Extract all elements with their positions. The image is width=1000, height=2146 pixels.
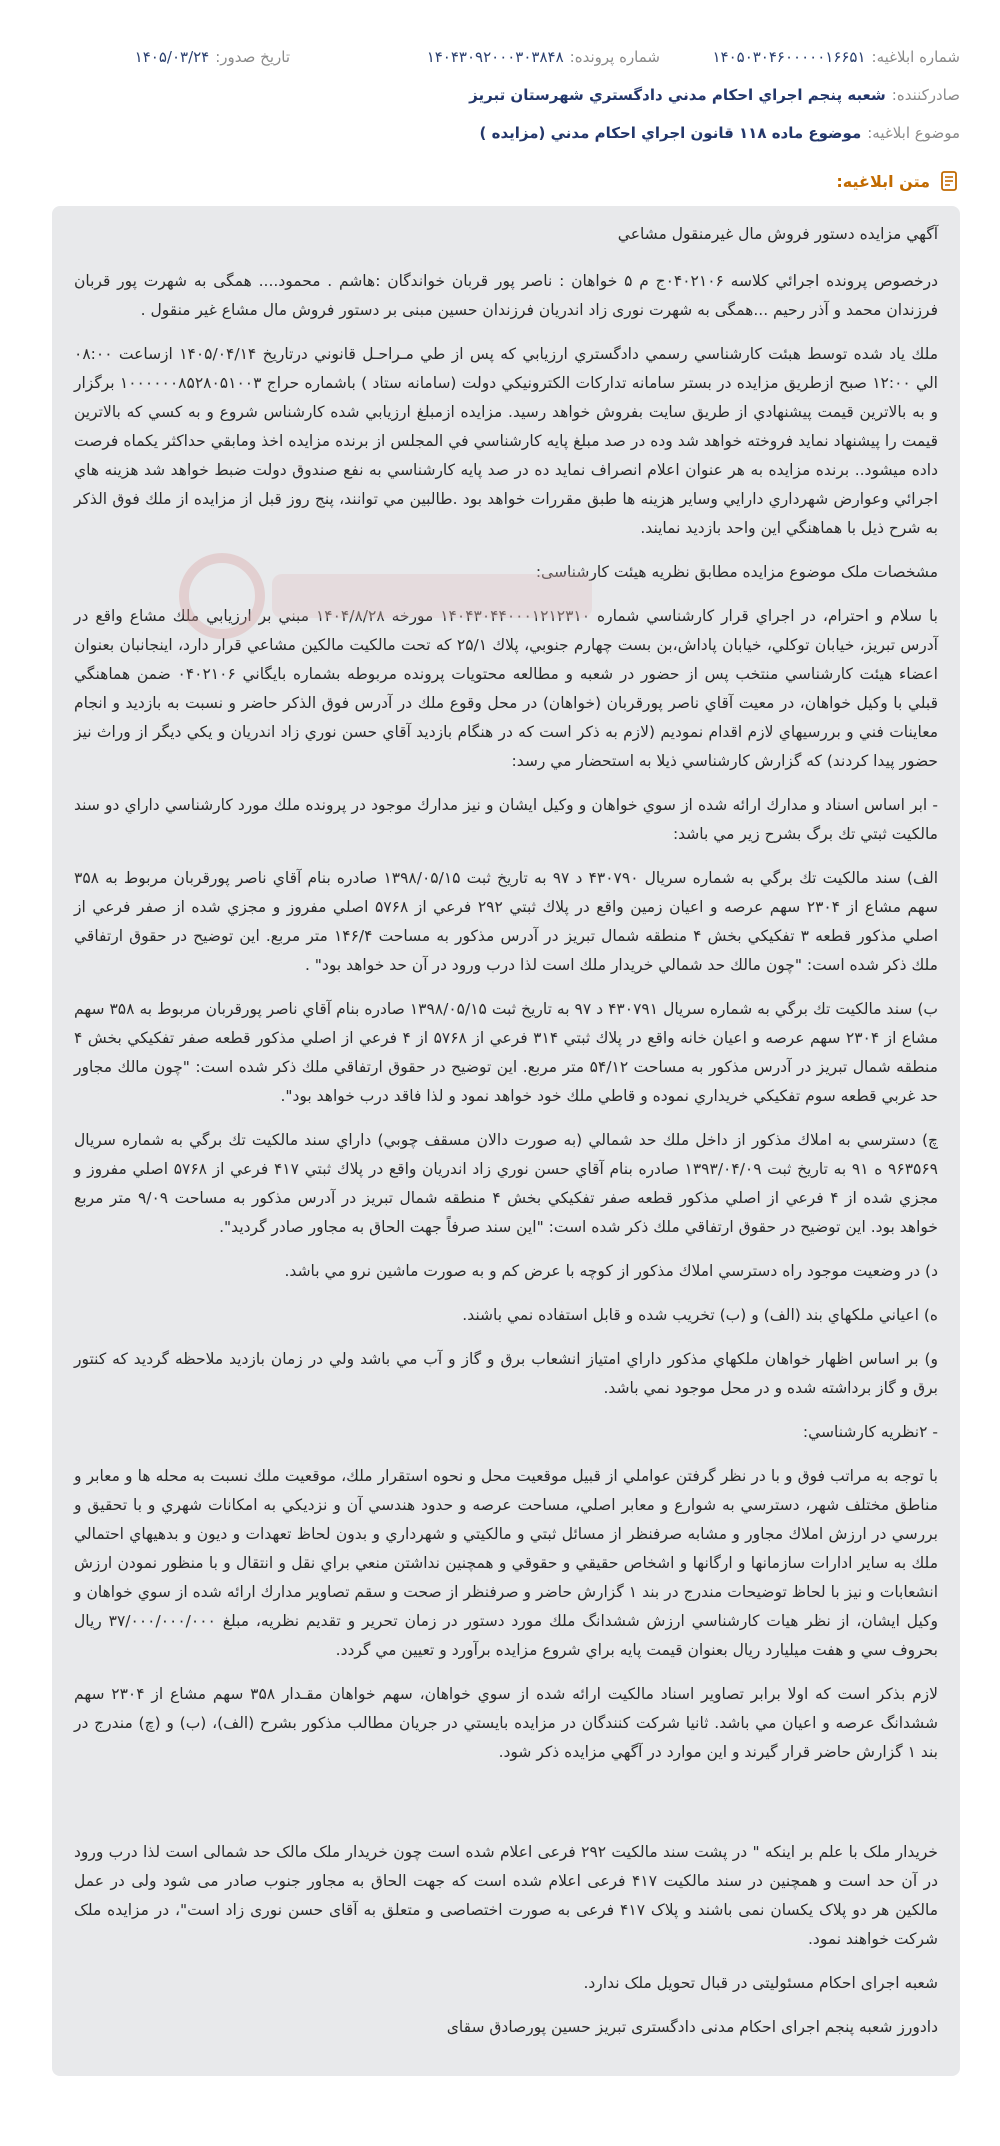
subject-value: موضوع ماده ۱۱۸ قانون اجراي احكام مدني (مزايده ) (479, 124, 862, 142)
header-row-subject (40, 120, 960, 146)
notice-number-field (660, 48, 960, 66)
notice-paragraph-valuation: با توجه به مراتب فوق و با در نظر گرفتن عواملي از قبيل موقعيت محل و نحوه استقرار ملك، موقعيت ملك نسبت به محله ها و معابر و مناطق مختلف شهر، دسترسي به شوارع و معابر اصلي، مساحت عرصه و حدود هندسي آن و نزديكي به امكانات شهري و با تحقيق و بررسي در ارزش املاك مجاور و مشابه صرفنظر از مسائل ثبتي و مالكيتي و شهرداري و بدون لحاظ تعهدات و ديون و بدهيهاي احتمالي ملك به ساير ادارات سازمانها و ارگانها و اشخاص حقيقي و حقوقي و همچنين نداشتن منعي براي نقل و انتقال و با منظور نمودن ارزش انشعابات و نيز با لحاظ توضيحات مندرج در بند ۱ گزارش حاضر و صرفنظر از صحت و سقم تصاوير مدارك ارائه شده از سوي خواهان و وكيل ايشان، از نظر هيات كارشناسي ارزش ششدانگ ملك مورد دستور در زمان تحرير و تقديم نظريه، مبلغ ۳۷/۰۰۰/۰۰۰/۰۰۰ ريال بحروف سي و هفت ميليارد ريال بعنوان قيمت پايه براي شروع مزايده برآورد و تعيين مي گردد. (74, 1467, 939, 1659)
notice-paragraph-access-d: د) در وضعيت موجود راه دسترسي املاك مذكور از كوچه با عرض كم و به صورت ماشين نرو مي باشد. (284, 1262, 938, 1280)
notice-header (40, 44, 960, 158)
notice-paragraph-deeds-intro: - ابر اساس اسناد و مدارك ارائه شده از سوي خواهان و وكيل ايشان و نيز مدارك موجود در پرونده ملك مورد كارشناسي داراي دو سند مالكيت ثبتي تك برگ بشرح زير مي باشد: (74, 796, 938, 843)
issuer-label: صادرکننده: (891, 86, 960, 104)
paragraph-spacer (74, 1782, 938, 1838)
document-text-icon (938, 170, 960, 192)
notice-paragraph-note: لازم بذكر است كه اولا برابر تصاوير اسناد مالكيت ارائه شده از سوي خواهان، سهم خواهان مقـدار ۳۵۸ سهم مشاع از ۲۳۰۴ سهم ششدانگ عرصه و اعيان مي باشد. ثانيا شركت كنندگان در مزايده بايستي در جريان مطالب مذكور بشرح (الف)، (ب) و (چ) مندرج در بند ۱ گزارش حاضر قرار گيرند و اين موارد در آگهي مزايده ذكر شود. (74, 1685, 938, 1761)
notice-paragraph-opinion-heading: - ۲نظريه كارشناسي: (802, 1423, 938, 1441)
case-number-label: شماره پرونده: (569, 48, 660, 66)
notice-number-value: ۱۴۰۵۰۳۰۴۶۰۰۰۰۰۱۶۶۵۱ (712, 48, 866, 66)
notice-text-heading (836, 170, 960, 192)
notice-paragraph-auction: ملك ياد شده توسط هبئت كارشناسي رسمي دادگستري ارزيابي كه پس از طي مـراحـل قانوني درتاريخ ۱۴۰۵/۰۴/۱۴ ازساعت ۰۸:۰۰ الي ۱۲:۰۰ صبح ازطريق مزايده در بستر سامانه تداركات الكترونيكي دولت (سامانه ستاد ) باشماره حراج ۱۰۰۰۰۰۰۸۵۲۸۰۵۱۰۰۳ برگزار و به بالاترين قيمت پيشنهادي از طريق سايت بفروش خواهد رسيد. مزايده ازمبلغ ارزيابي شده كارشناس شروع و به كسي كه بالاترين قيمت را پيشنهاد نمايد فروخته خواهد شد وده در صد مبلغ پايه كارشناسي في المجلس از برنده مزايده اخذ ومابقي حداكثر يكماه فرصت داده ميشود.. برنده مزايده به هر عنوان اعلام انصراف نمايد ده در صد پايه كارشناسي به نفع صندوق دولت ضبط خواهد شد هزينه هاي اجرائي وعوارض شهرداري دارايي وساير هزينه ها طبق مقررات خواهد بود .طالبين مي توانند، پنج روز قبل از مزايده از ملك فوق الذكر به شرح ذيل با هماهنگي اين واحد بازديد نمايند. (74, 345, 939, 537)
notice-paragraph-signature: دادورز شعبه پنجم اجرای احکام مدنی دادگستری تبریز حسین پورصادق سقای (446, 2018, 938, 2036)
notice-paragraph-access-c: چ) دسترسي به املاك مذكور از داخل ملك حد شمالي (به صورت دالان مسقف چوبي) داراي سند مالكيت تك برگي به شماره سريال ۹۶۳۵۶۹ ه ۹۱ به تاريخ ثبت ۱۳۹۳/۰۴/۰۹ صادره بنام آقاي حسن نوري زاد اندريان واقع در پلاك ثبتي ۴۱۷ فرعي از ۵۷۶۸ اصلي مفروز و مجزي شده از ۴ فرعي از اصلي مذكور قطعه صفر تفكيكي بخش ۴ منطقه شمال تبريز در آدرس مذكور به مساحت ۹/۰۹ متر مربع خواهد بود. اين توضيح در حقوق ارتفاقي ملك ذكر شده است: "اين سند صرفاً جهت الحاق به مجاور صادر گرديد". (74, 1131, 939, 1236)
notice-paragraph-building-e: ه) اعياني ملكهاي بند (الف) و (ب) تخريب شده و قابل استفاده نمي باشند. (462, 1306, 938, 1324)
notice-paragraph-utilities-f: و) بر اساس اظهار خواهان ملكهاي مذكور داراي امتياز انشعاب برق و گاز و آب مي باشد ولي در زمان بازديد ملاحظه گرديد كه كنتور برق و گاز برداشته شده و در محل موجود نمي باشد. (74, 1350, 938, 1397)
subject-label: موضوع ابلاغیه: (867, 124, 960, 142)
issue-date-field (135, 48, 290, 66)
case-number-value: ۱۴۰۴۳۰۹۲۰۰۰۳۰۳۸۴۸ (426, 48, 564, 66)
notice-paragraph-spec-heading: مشخصات ملک موضوع مزایده مطابق نظریه هیئت کارشناسی: (535, 563, 938, 581)
issuer-value: شعبه پنجم اجراي احكام مدني دادگستري شهرستان تبريز (469, 86, 886, 104)
notice-paragraph-case: درخصوص پرونده اجرائي كلاسه ۰۴۰۲۱۰۶ج م ۵ خواهان : ناصر پور قربان خواندگان :هاشم . محمود.... همگی به شهرت پور قربان فرزندان محمد و آذر رحیم ...همگی به شهرت نوری زاد اندریان فرزندان حسین مبنی بر دستور فروش مال مشاع غیر منقول . (74, 272, 938, 319)
notice-number-label: شماره ابلاغیه: (871, 48, 960, 66)
issue-date-label: تاریخ صدور: (215, 48, 290, 66)
case-number-field (290, 48, 660, 66)
notice-paragraph-deed-a: الف) سند مالكيت تك برگي به شماره سريال ۴۳۰۷۹۰ د ۹۷ به تاريخ ثبت ۱۳۹۸/۰۵/۱۵ صادره بنام آقاي ناصر پورقربان مربوط به ۳۵۸ سهم مشاع از ۲۳۰۴ سهم عرصه و اعيان زمين واقع در پلاك ثبتي ۲۹۲ فرعي از ۵۷۶۸ اصلي مفروز و مجزي شده از صفر فرعي از اصلي مذكور قطعه ۳ تفكيكي بخش ۴ منطقه شمال تبريز در آدرس مذكور به مساحت ۱۴۶/۴ متر مربع. اين توضيح در حقوق ارتفاقي ملك ذكر شده است: "چون مالك حد شمالي خريدار ملك است لذا درب ورود در آن حد خواهد بود" . (74, 869, 939, 974)
notice-paragraph-expert-intro: با سلام و احترام، در اجراي قرار كارشناسي شماره ۱۴۰۴۳۰۴۴۰۰۰۱۲۱۲۳۱۰ مورخه ۱۴۰۴/۸/۲۸ مبني بر ارزيابي ملك مشاع واقع در آدرس تبريز، خيابان توكلي، خيابان پاداش،بن بست چهارم جنوبي، پلاك ۲۵/۱ كه تحت مالكيت مالكين مشاعي قرار دارد، اينجانبان بعنوان اعضاء هيئت كارشناسي منتخب پس از حضور در شعبه و مطالعه محتويات پرونده مربوطه بشماره بايگاني ۰۴۰۲۱۰۶ ضمن هماهنگي قبلي با وكيل خواهان، در معيت آقاي ناصر پورقربان (خواهان) در محل وقوع ملك در آدرس فوق الذكر حاضر و نسبت به بازديد و انجام معاينات فني و بررسيهاي لازم اقدام نموديم (لازم به ذكر است كه در هنگام بازديد آقاي حسن نوري زاد اندريان و يكي ديگر از وراث نيز حضور پيدا كردند) كه گزارش كارشناسي ذيلا به استحضار مي رسد: (74, 607, 938, 770)
notice-text-heading-label: متن ابلاغیه: (836, 171, 930, 191)
notice-paragraph-buyer-awareness: خریدار ملک با علم بر اینکه " در پشت سند مالکیت ۲۹۲ فرعی اعلام شده است چون خریدار ملک مالک حد شمالی است لذا درب ورود در آن حد است و همچنین در سند مالکیت ۴۱۷ فرعی اعلام شده است که جهت الحاق به مجاور جنوب صادر می شود ولی در عمل مالکین هر دو پلاک یکسان نمی باشند و پلاک ۴۱۷ فرعی به صورت اختصاصی و متعلق به آقای حسن نوری زاد است"، در مزایده ملک شرکت خواهند نمود. (74, 1843, 939, 1948)
header-row-numbers (40, 44, 960, 70)
issue-date-value: ۱۴۰۵/۰۳/۲۴ (134, 48, 210, 66)
notice-body-panel (52, 206, 960, 2076)
notice-title: آگهي مزايده دستور فروش مال غيرمنقول مشاعي (617, 225, 938, 243)
notice-paragraph-liability: شعبه اجرای احکام مسئولیتی در قبال تحویل ملک ندارد. (583, 1974, 938, 1992)
header-row-issuer (40, 82, 960, 108)
notice-paragraph-deed-b: ب) سند مالكيت تك برگي به شماره سريال ۴۳۰۷۹۱ د ۹۷ به تاريخ ثبت ۱۳۹۸/۰۵/۱۵ صادره بنام آقاي ناصر پورقربان مربوط به ۳۵۸ سهم مشاع از ۲۳۰۴ سهم عرصه و اعيان خانه واقع در پلاك ثبتي ۳۱۴ فرعي از ۵۷۶۸ از ۴ فرعي از اصلي مذكور قطعه صفر تفكيكي بخش ۴ منطقه شمال تبريز در آدرس مذكور به مساحت ۵۴/۱۲ متر مربع. اين توضيح در حقوق ارتفاقي ملك ذكر شده است: "چون مالك مجاور حد غربي قطعه سوم تفكيكي خريداري نموده و قاطي ملك خود خواهد نمود و لذا فاقد درب خواهد بود". (74, 1000, 939, 1105)
